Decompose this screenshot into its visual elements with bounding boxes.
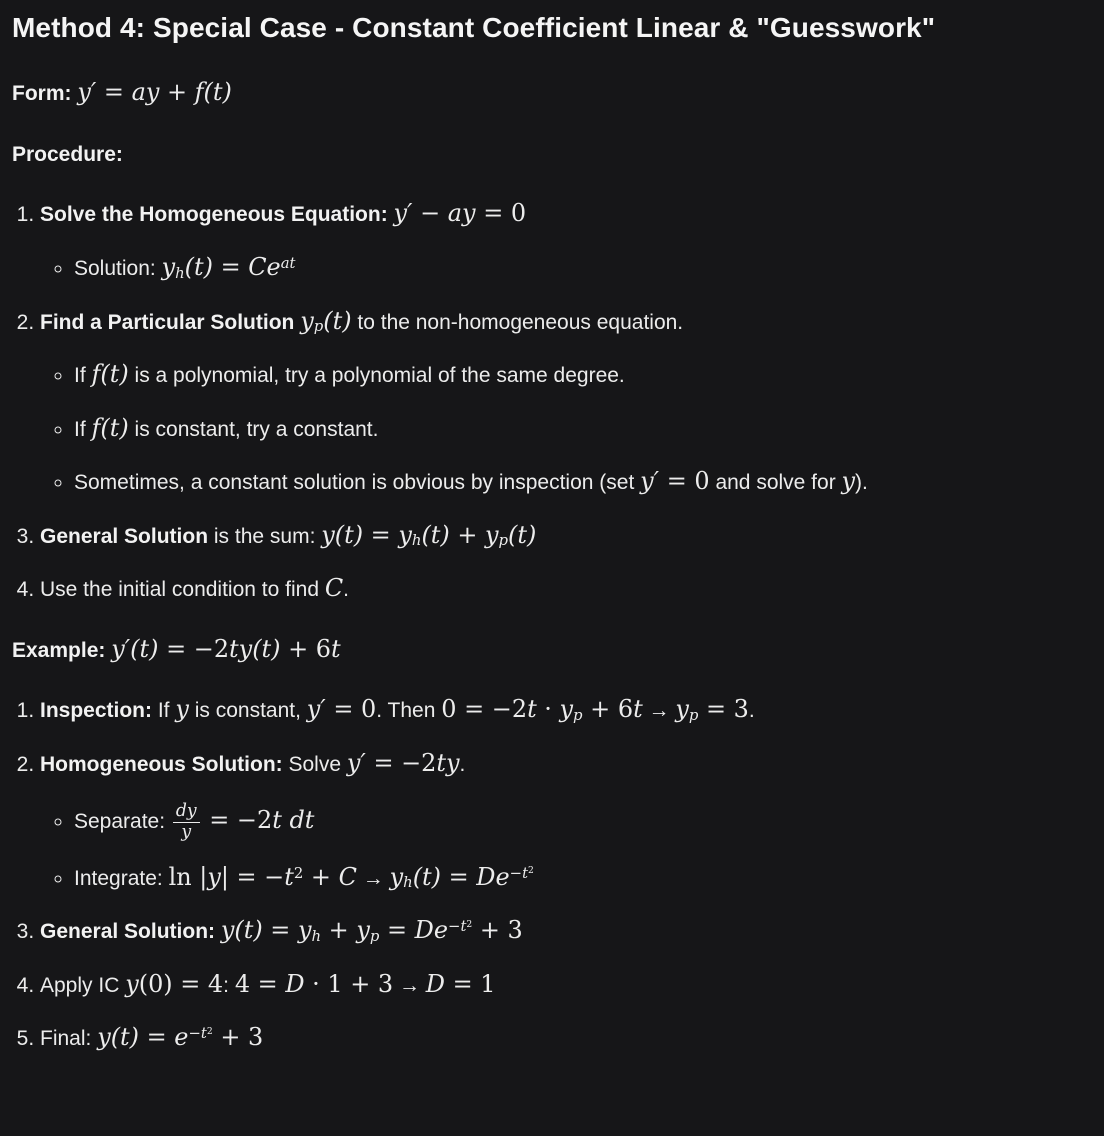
math-run: −: [188, 1025, 201, 1043]
text-run: If: [74, 364, 92, 388]
math-run: = −2: [373, 748, 437, 777]
math-run: (t): [412, 862, 449, 891]
superscript: [294, 866, 303, 881]
procedure-label: [12, 139, 1094, 172]
subscript: [412, 533, 422, 548]
sub-list-item: [74, 800, 1094, 842]
math-run: ty(t): [229, 634, 289, 663]
math-run: p: [498, 532, 509, 550]
text-run: →: [356, 866, 390, 890]
superscript: [188, 1026, 212, 1041]
superscript: [510, 866, 534, 881]
sub-list-item: [74, 253, 1094, 286]
text-run: Use the initial condition to find: [40, 578, 325, 602]
text-run: .: [343, 578, 350, 602]
math-run: 2: [206, 1025, 213, 1037]
math-run: (0) = 4: [138, 969, 224, 998]
text-run: .: [459, 752, 466, 776]
list-item: [40, 916, 1094, 949]
math-run: (t): [508, 520, 537, 549]
math-run: ay: [447, 199, 484, 228]
math-run: t: [633, 695, 643, 724]
math-run: =: [448, 862, 477, 891]
math-run: y: [300, 306, 314, 335]
math-run: y: [125, 969, 139, 998]
bold-text: General Solution:: [40, 920, 221, 944]
text-run: . Then: [376, 699, 442, 723]
sub-list: [40, 800, 1094, 896]
math-run: = 0: [666, 467, 710, 496]
bold-text: General Solution: [40, 524, 209, 548]
math-run: p: [369, 927, 380, 945]
math-run: ay: [131, 78, 167, 107]
example-list: [12, 695, 1094, 1056]
math-run: +: [321, 916, 357, 945]
text-run: If: [74, 417, 92, 441]
math-run: y′: [77, 78, 104, 107]
math-run: y′(t): [111, 634, 167, 663]
math-run: ty: [436, 748, 460, 777]
bold-text: Form:: [12, 82, 78, 106]
math-run: t: [460, 918, 467, 936]
math-run: 2: [293, 864, 304, 882]
math-run: +: [303, 862, 339, 891]
math-run: t dt: [272, 805, 315, 834]
math-run: C: [338, 862, 357, 891]
text-run: Sometimes, a constant solution is obvious by inspection (set: [74, 471, 641, 495]
sub-list-item: [74, 467, 1094, 500]
math-run: De: [414, 916, 449, 945]
text-run: is the sum:: [208, 524, 322, 548]
math-run: p: [573, 707, 583, 724]
math-run: 4 =: [234, 969, 286, 998]
sub-list-item: [74, 414, 1094, 447]
list-item: [40, 199, 1094, 285]
math-run: = 3: [698, 695, 749, 724]
math-run: y(t): [97, 1023, 147, 1052]
list-item-text: [40, 199, 527, 228]
math-run: t: [284, 862, 294, 891]
text-run: .: [748, 699, 755, 723]
bold-text: Solve the Homogeneous Equation:: [40, 203, 394, 227]
list-item-text: [40, 574, 350, 603]
math-run: t: [200, 1025, 207, 1043]
math-run: −: [420, 199, 448, 228]
subscript: [314, 319, 324, 334]
math-run: · 1 + 3: [304, 969, 394, 998]
math-run: t: [522, 864, 529, 882]
math-run: h: [175, 264, 185, 282]
math-run: = 0: [483, 199, 527, 228]
procedure-list: [12, 199, 1094, 606]
form-line: [12, 78, 1094, 111]
math-run: = 1: [444, 969, 496, 998]
math-run: at: [280, 254, 296, 272]
math-run: + 3: [472, 916, 523, 945]
subscript: [499, 533, 509, 548]
math-run: y: [675, 695, 689, 724]
math-run: 0 = −2: [441, 695, 528, 724]
text-run: If: [152, 699, 176, 723]
math-run: −: [509, 864, 523, 882]
math-run: =: [379, 916, 415, 945]
text-run: →: [393, 973, 426, 997]
text-run: Solution:: [74, 257, 162, 281]
text-run: to the non-homogeneous equation.: [351, 310, 684, 334]
text-run: :: [223, 973, 235, 997]
sub-list-item: [74, 863, 1094, 896]
math-run: t: [527, 695, 537, 724]
math-run: y: [398, 520, 412, 549]
superscript: [448, 919, 472, 934]
math-run: y′: [346, 748, 374, 777]
math-run: +: [166, 78, 195, 107]
math-run: =: [103, 78, 132, 107]
text-run: is constant, try a constant.: [128, 417, 379, 441]
math-run: h: [311, 927, 322, 945]
math-run: ln |: [168, 862, 208, 891]
math-run: f(t): [91, 413, 129, 442]
superscript: [281, 256, 296, 271]
math-run: ·: [536, 695, 560, 724]
math-run: Ce: [248, 253, 281, 282]
math-run: (t): [184, 253, 221, 282]
text-run: Separate:: [74, 809, 171, 833]
math-run: p: [688, 707, 699, 724]
math-run: p: [313, 318, 324, 336]
list-item: [40, 749, 1094, 895]
math-run: D: [425, 969, 445, 998]
math-run: (t): [421, 520, 458, 549]
math-run: f(t): [91, 360, 129, 389]
math-run: dy: [175, 800, 197, 821]
bold-text: Inspection:: [40, 699, 153, 723]
fraction-numerator: [173, 800, 200, 823]
math-run: e: [174, 1023, 189, 1052]
math-run: −: [448, 918, 461, 936]
math-run: y: [161, 253, 176, 282]
superscript: [528, 866, 534, 875]
subscript: [573, 708, 583, 723]
list-item: [40, 695, 1094, 728]
bold-text: Homogeneous Solution:: [40, 752, 283, 776]
math-run: (t): [323, 306, 352, 335]
math-run: | = −: [220, 862, 285, 891]
list-item-text: [40, 969, 496, 998]
math-run: =: [146, 1023, 175, 1052]
subscript: [689, 708, 699, 723]
math-run: y: [175, 695, 189, 724]
math-run: +: [457, 520, 486, 549]
math-run: y(t): [321, 520, 371, 549]
math-run: y′: [393, 199, 421, 228]
text-run: is a polynomial, try a polynomial of the same degree.: [128, 364, 625, 388]
list-item-text: [40, 748, 466, 777]
sub-list-item: [74, 360, 1094, 393]
fraction: [173, 800, 200, 842]
math-run: =: [220, 253, 249, 282]
text-run: Solve: [282, 752, 347, 776]
math-run: h: [411, 532, 422, 550]
list-item-text: [40, 520, 537, 550]
math-run: f(t): [194, 78, 232, 107]
list-item: [40, 307, 1094, 500]
math-run: =: [370, 520, 399, 549]
list-item: [40, 970, 1094, 1003]
example-line: [12, 635, 1094, 668]
sub-list: [40, 360, 1094, 500]
math-run: y: [485, 520, 499, 549]
list-item: [40, 574, 1094, 607]
math-run: C: [324, 574, 344, 603]
bold-text: Procedure:: [12, 142, 123, 166]
list-item: [40, 521, 1094, 554]
subscript: [403, 875, 413, 890]
bold-text: Example:: [12, 638, 112, 662]
math-run: + 3: [212, 1023, 264, 1052]
math-run: + 6: [288, 634, 332, 663]
math-run: y: [181, 821, 192, 842]
list-item-text: [40, 695, 755, 724]
text-run: Final:: [40, 1027, 98, 1051]
text-run: →: [642, 699, 676, 723]
math-run: De: [476, 862, 510, 891]
math-run: y: [297, 916, 312, 945]
text-run: ).: [855, 471, 868, 495]
math-run: h: [403, 874, 413, 892]
math-run: y: [389, 862, 404, 891]
math-run: D: [285, 969, 305, 998]
math-run: y′: [306, 695, 334, 724]
sub-list: [40, 253, 1094, 286]
fraction-denominator: [173, 823, 200, 842]
text-run: is constant,: [188, 699, 307, 723]
math-run: + 6: [582, 695, 634, 724]
math-run: = −2: [201, 805, 273, 834]
subscript: [175, 266, 185, 281]
subscript: [370, 929, 380, 944]
math-run: y: [356, 916, 370, 945]
subscript: [312, 929, 322, 944]
math-run: 2: [528, 865, 534, 877]
bold-text: Find a Particular Solution: [40, 310, 301, 334]
text-run: Apply IC: [40, 973, 126, 997]
math-run: 2: [466, 918, 473, 930]
math-run: = 0: [333, 695, 377, 724]
math-run: = −2: [166, 634, 230, 663]
page-title: Method 4: Special Case - Constant Coefficient Linear & "Guesswork": [12, 12, 936, 43]
math-run: y(t): [220, 916, 271, 945]
text-run: and solve for: [709, 471, 842, 495]
math-run: y′: [640, 467, 667, 496]
math-run: =: [270, 916, 298, 945]
text-run: Integrate:: [74, 866, 169, 890]
math-run: t: [331, 634, 341, 663]
math-run: y: [559, 695, 574, 724]
list-item-text: [40, 306, 684, 336]
math-run: y: [207, 862, 221, 891]
math-run: y: [841, 467, 856, 496]
list-item-text: [40, 1023, 264, 1052]
list-item: [40, 1023, 1094, 1056]
list-item-text: [40, 916, 523, 945]
